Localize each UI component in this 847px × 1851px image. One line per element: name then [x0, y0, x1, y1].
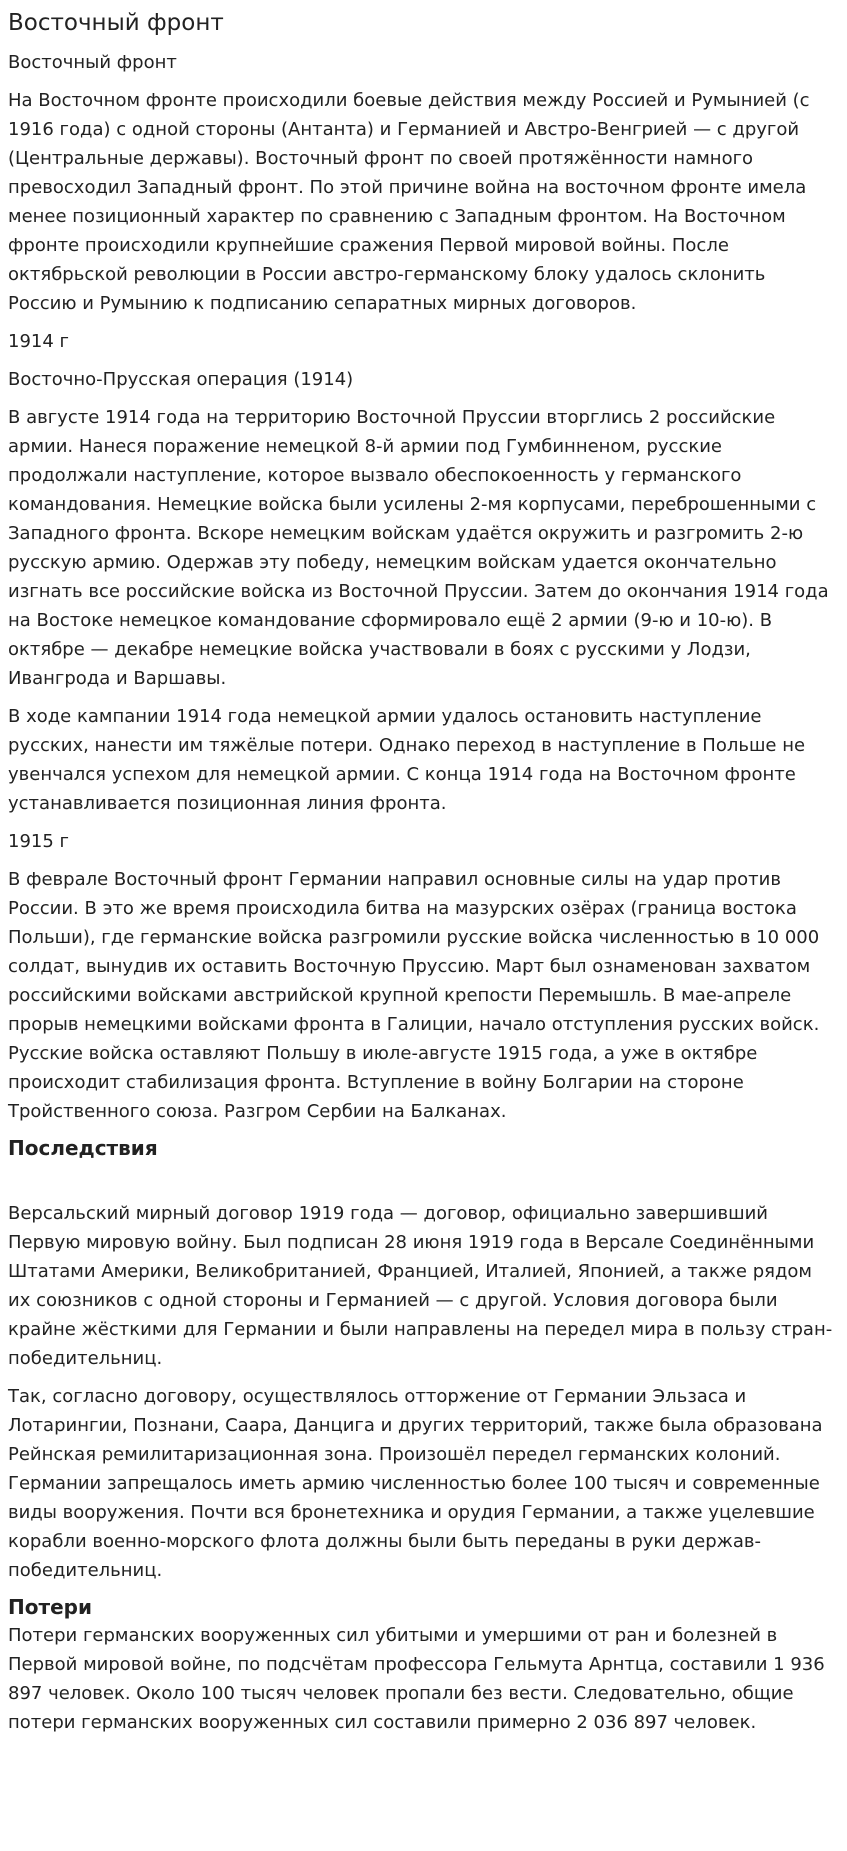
consequences-paragraph-b: Так, согласно договору, осуществлялось отторжение от Германии Эльзаса и Лотарингии, Познани, Саара, Данцига и других территорий, также была образована Рейнская ремилитаризационная зона. Произошёл передел германских колоний. Германии запрещалось иметь армию численностью более 100 тысяч и современные виды вооружения. Почти вся бронетехника и орудия Германии, а также уцелевшие корабли военно-морского флота должны были быть переданы в руки держав-победительниц.: [8, 1386, 823, 1581]
paragraph-1914-a: В августе 1914 года на территорию Восточной Пруссии вторглись 2 российские армии. Нанеся поражение немецкой 8-й армии под Гумбинненом, русские продолжали наступление, которое вызвало обеспокоенность у германского командования. Немецкие войска были усилены 2-мя корпусами, переброшенными с Западного фронта. Вскоре немецким войскам удаётся окружить и разгромить 2-ю русскую армию. Одержав эту победу, немецким войскам удается окончательно изгнать все российские войска из Восточной Пруссии. Затем до окончания 1914 года на Востоке немецкое командование сформировало ещё 2 армии (9-ю и 10-ю). В октябре — декабре немецкие войска участвовали в боях с русскими у Лодзи, Ивангрода и Варшавы.: [8, 407, 829, 689]
losses-paragraph: Потери германских вооруженных сил убитыми и умершими от ран и болезней в Первой мировой войне, по подсчётам профессора Гельмута Арнтца, составили 1 936 897 человек. Около 100 тысяч человек пропали без вести. Следовательно, общие потери германских вооруженных сил составили примерно 2 036 897 человек.: [8, 1625, 825, 1733]
year-1915-label: 1915 г: [8, 831, 69, 852]
operation-title: Восточно-Прусская операция (1914): [8, 369, 354, 390]
consequences-heading: Последствия: [8, 1136, 158, 1160]
page-title: Восточный фронт: [8, 10, 224, 36]
paragraph-1915: В феврале Восточный фронт Германии направил основные силы на удар против России. В это же время происходила битва на мазурских озёрах (граница востока Польши), где германские войска разгромили русские войска численностью в 10 000 солдат, вынудив их оставить Восточную Пруссию. Март был ознаменован захватом российскими войсками австрийской крупной крепости Перемышль. В мае-апреле прорыв немецкими войсками фронта в Галиции, начало отступления русских войск. Русские войска оставляют Польшу в июле-августе 1915 года, а уже в октябре происходит стабилизация фронта. Вступление в войну Болгарии на стороне Тройственного союза. Разгром Сербии на Балканах.: [8, 869, 820, 1122]
consequences-paragraph-a: Версальский мирный договор 1919 года — договор, официально завершивший Первую мировую войну. Был подписан 28 июня 1919 года в Версале Соединёнными Штатами Америки, Великобританией, Францией, Италией, Японией, а также рядом их союзников с одной стороны и Германией — с другой. Условия договора были крайне жёсткими для Германии и были направлены на передел мира в пользу стран-победительниц.: [8, 1203, 833, 1369]
intro-paragraph: На Восточном фронте происходили боевые действия между Россией и Румынией (с 1916 года) с одной стороны (Антанта) и Германией и Австро-Венгрией — с другой (Центральные державы). Восточный фронт по своей протяжённости намного превосходил Западный фронт. По этой причине война на восточном фронте имела менее позиционный характер по сравнению с Западным фронтом. На Восточном фронте происходили крупнейшие сражения Первой мировой войны. После октябрьской революции в России австро-германскому блоку удалось склонить Россию и Румынию к подписанию сепаратных мирных договоров.: [8, 90, 810, 314]
subtitle: Восточный фронт: [8, 52, 177, 73]
paragraph-1914-b: В ходе кампании 1914 года немецкой армии удалось остановить наступление русских, нанести им тяжёлые потери. Однако переход в наступление в Польше не увенчался успехом для немецкой армии. С конца 1914 года на Восточном фронте устанавливается позиционная линия фронта.: [8, 706, 806, 814]
losses-heading: Потери: [8, 1595, 92, 1619]
year-1914-label: 1914 г: [8, 331, 69, 352]
